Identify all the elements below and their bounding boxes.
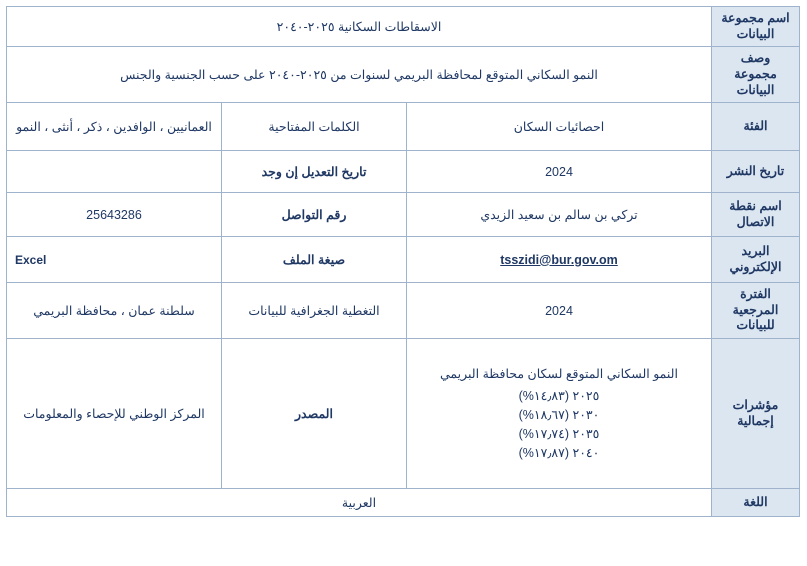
cell-indicators-value xyxy=(407,339,712,489)
cell-file-format-value xyxy=(6,237,221,283)
indicator-line-2025: ٢٠٢٥ (١٤٫٨٣%) xyxy=(518,389,600,404)
cell-file-format-key: صيغة الملف xyxy=(222,237,407,283)
cell-keywords-key: الكلمات المفتاحية xyxy=(222,103,407,151)
table-row xyxy=(6,283,799,339)
cell-keywords-value: العمانيين ، الوافدين ، ذكر ، أنثى ، النمو xyxy=(6,103,221,151)
cell-modify-date-value xyxy=(6,151,221,193)
table-row xyxy=(6,193,799,237)
cell-language-value: العربية xyxy=(6,489,711,517)
row-label-dataset-description: وصف مجموعة البيانات xyxy=(712,47,800,103)
row-label-language: اللغة xyxy=(712,489,800,517)
table-row xyxy=(6,7,799,47)
cell-reference-period-value: 2024 xyxy=(407,283,712,339)
row-label-contact-name: اسم نقطة الاتصال xyxy=(712,193,800,237)
row-label-dataset-name: اسم مجموعة البيانات xyxy=(712,7,800,47)
row-label-category: الفئة xyxy=(712,103,800,151)
cell-contact-phone-value: 25643286 xyxy=(6,193,221,237)
cell-email-value xyxy=(407,237,712,283)
cell-contact-name-value: تركي بن سالم بن سعيد الزيدي xyxy=(407,193,712,237)
table-row xyxy=(6,339,799,489)
indicators-header: النمو السكاني المتوقع لسكان محافظة البريمي xyxy=(440,366,678,381)
row-label-publish-date: تاريخ النشر xyxy=(712,151,800,193)
email-link[interactable]: tsszidi@bur.gov.om xyxy=(500,252,618,267)
cell-source-value: المركز الوطني للإحصاء والمعلومات xyxy=(6,339,221,489)
table-row xyxy=(6,47,799,103)
table-row xyxy=(6,489,799,517)
indicator-line-2030: ٢٠٣٠ (١٨٫٦٧%) xyxy=(518,408,600,423)
cell-publish-date-value: 2024 xyxy=(407,151,712,193)
cell-geo-coverage-key: التغطية الجغرافية للبيانات xyxy=(222,283,407,339)
table-row xyxy=(6,237,799,283)
cell-contact-phone-key: رقم التواصل xyxy=(222,193,407,237)
row-label-indicators: مؤشرات إجمالية xyxy=(712,339,800,489)
indicator-line-2040: ٢٠٤٠ (١٧٫٨٧%) xyxy=(518,445,600,460)
cell-dataset-description-value: النمو السكاني المتوقع لمحافظة البريمي لسنوات من ٢٠٢٥-٢٠٤٠ على حسب الجنسية والجنس xyxy=(6,47,711,103)
table-row xyxy=(6,151,799,193)
cell-dataset-name-value: الاسقاطات السكانية ٢٠٢٥-٢٠٤٠ xyxy=(6,7,711,47)
cell-geo-coverage-value: سلطنة عمان ، محافظة البريمي xyxy=(6,283,221,339)
metadata-sheet xyxy=(7,6,800,558)
row-label-reference-period: الفترة المرجعية للبيانات xyxy=(712,283,800,339)
cell-source-key: المصدر xyxy=(222,339,407,489)
metadata-table xyxy=(6,6,800,517)
cell-modify-date-key: تاريخ التعديل إن وجد xyxy=(222,151,407,193)
cell-category-value: احصائيات السكان xyxy=(407,103,712,151)
row-label-email: البريد الإلكتروني xyxy=(712,237,800,283)
table-row xyxy=(6,103,799,151)
file-format-label: Excel xyxy=(14,252,47,267)
indicator-line-2035: ٢٠٣٥ (١٧٫٧٤%) xyxy=(518,426,600,441)
